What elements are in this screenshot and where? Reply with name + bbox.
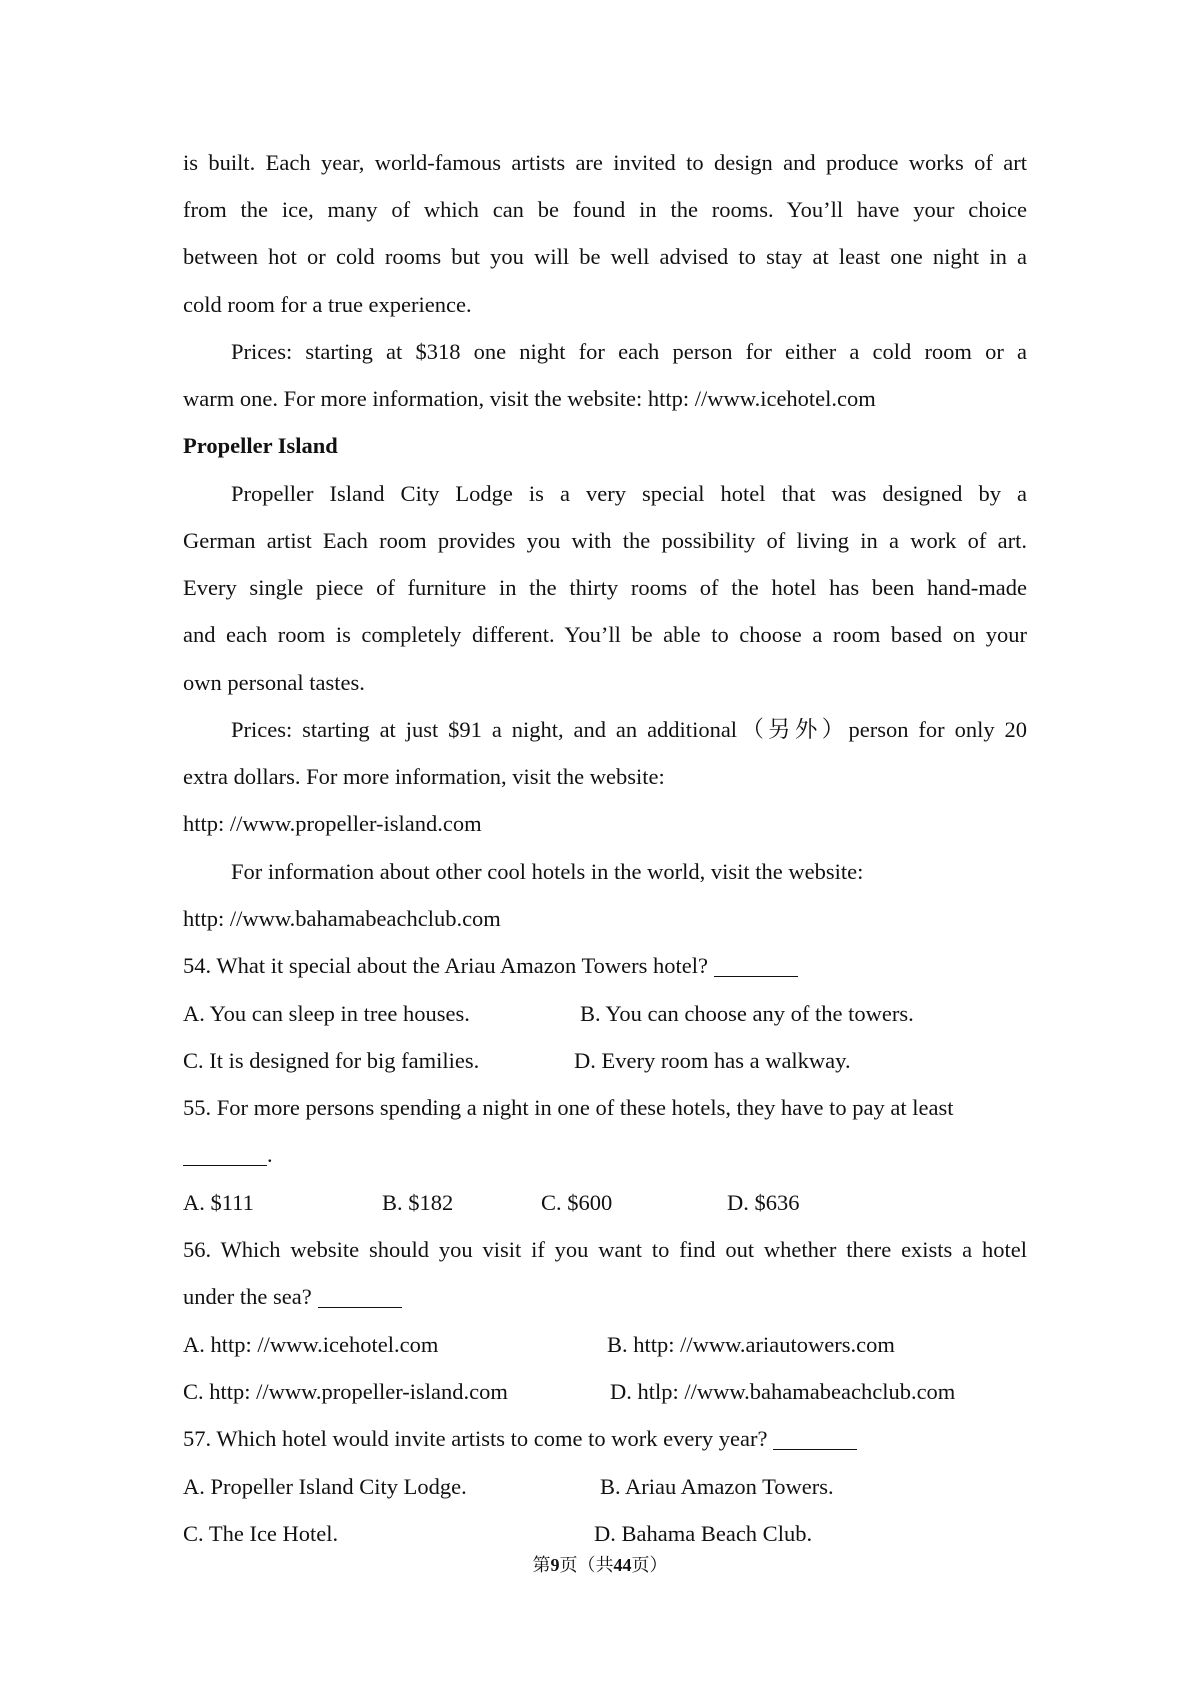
option-d: D. Every room has a walkway. <box>574 1048 851 1073</box>
passage-line: cold room for a true experience. <box>183 292 472 317</box>
footer-suffix: 页） <box>631 1555 668 1576</box>
passage-line: between hot or cold rooms but you will be well advised to stay at least one night in a <box>183 244 1027 269</box>
option-d: D. Bahama Beach Club. <box>594 1521 813 1546</box>
question-stem: 57. Which hotel would invite artists to come to work every year? <box>183 1426 768 1451</box>
answer-blank <box>714 956 798 977</box>
option-c: C. The Ice Hotel. <box>183 1521 339 1546</box>
passage-line: from the ice, many of which can be found in the rooms. You’ll have your choice <box>183 197 1027 222</box>
passage-line: Propeller Island City Lodge is a very special hotel that was designed by a <box>231 481 1027 506</box>
passage-line: is built. Each year, world-famous artists are invited to design and produce works of art <box>183 150 1027 175</box>
section-heading: Propeller Island <box>183 433 338 458</box>
passage-line: Prices: starting at $318 one night for each person for either a cold room or a <box>231 339 1027 364</box>
stem-end: . <box>267 1142 273 1167</box>
option-a: A. http: //www.icehotel.com <box>183 1332 439 1357</box>
option-d: D. $636 <box>727 1190 800 1215</box>
question-56 <box>183 1282 402 1312</box>
answer-blank <box>773 1429 857 1450</box>
option-c: C. http: //www.propeller-island.com <box>183 1379 508 1404</box>
answer-blank <box>318 1287 402 1308</box>
passage-line: warm one. For more information, visit the website: http: //www.icehotel.com <box>183 386 876 411</box>
question-54 <box>183 951 798 981</box>
option-c: C. $600 <box>541 1190 613 1215</box>
passage-line: For information about other cool hotels in the world, visit the website: <box>231 859 864 884</box>
footer-prefix: 第 <box>532 1555 551 1576</box>
question-56-stem: 56. Which website should you visit if you want to find out whether there exists a hotel <box>183 1237 1027 1262</box>
answer-blank <box>183 1145 267 1166</box>
question-55-stem: 55. For more persons spending a night in one of these hotels, they have to pay at least <box>183 1095 954 1120</box>
option-b: B. $182 <box>382 1190 454 1215</box>
question-55-blank-line <box>183 1140 273 1170</box>
option-b: B. http: //www.ariautowers.com <box>607 1332 895 1357</box>
option-c: C. It is designed for big families. <box>183 1048 480 1073</box>
passage-line: own personal tastes. <box>183 670 365 695</box>
option-d: D. htlp: //www.bahamabeachclub.com <box>610 1379 956 1404</box>
question-stem: under the sea? <box>183 1284 312 1309</box>
question-stem: 54. What it special about the Ariau Amazon Towers hotel? <box>183 953 708 978</box>
option-a: A. You can sleep in tree houses. <box>183 1001 470 1026</box>
option-b: B. Ariau Amazon Towers. <box>600 1474 834 1499</box>
website-link: http: //www.bahamabeachclub.com <box>183 906 501 931</box>
passage-line: extra dollars. For more information, visit the website: <box>183 764 665 789</box>
website-link: http: //www.propeller-island.com <box>183 811 482 836</box>
page-footer <box>0 1551 1200 1577</box>
option-b: B. You can choose any of the towers. <box>580 1001 914 1026</box>
passage-line: and each room is completely different. You’ll be able to choose a room based on your <box>183 622 1027 647</box>
option-a: A. $111 <box>183 1190 254 1215</box>
page-number: 9 <box>550 1555 560 1575</box>
passage-line: Prices: starting at just $91 a night, and an additional（另外）person for only 20 <box>231 717 1027 742</box>
footer-middle: 页（共 <box>559 1555 614 1576</box>
option-a: A. Propeller Island City Lodge. <box>183 1474 467 1499</box>
page-total: 44 <box>613 1555 632 1575</box>
passage-line: German artist Each room provides you with the possibility of living in a work of art. <box>183 528 1027 553</box>
question-57 <box>183 1424 857 1454</box>
passage-line: Every single piece of furniture in the thirty rooms of the hotel has been hand-made <box>183 575 1027 600</box>
